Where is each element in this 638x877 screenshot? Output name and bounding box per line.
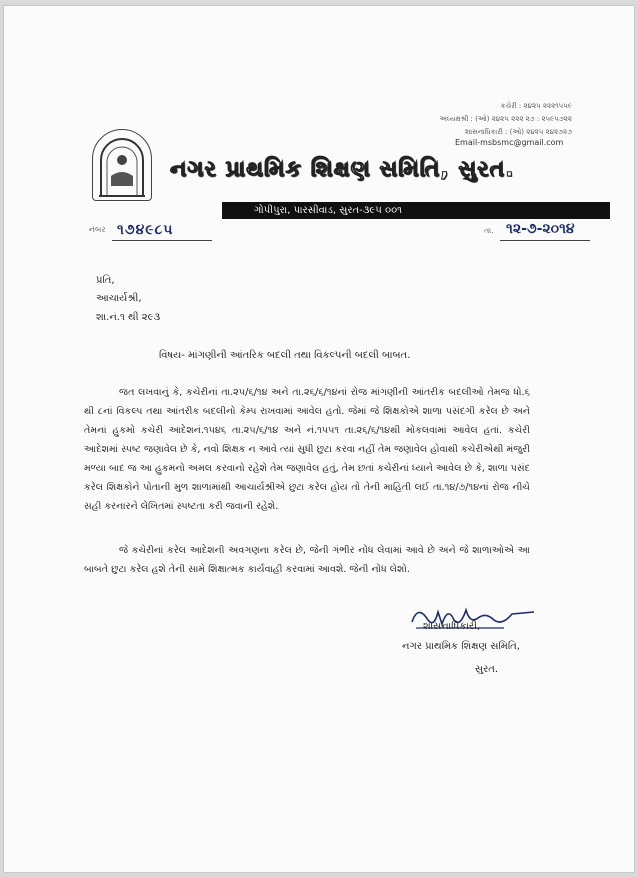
committee-logo bbox=[92, 129, 152, 201]
contact-line: શાસનાધિકારી : (ઓ) ૨૪૨૫ ૨૪૨૭૨૭ bbox=[465, 128, 572, 136]
letterhead-email: Email-msbsmc@gmail.com bbox=[455, 138, 564, 147]
date-label: તા. bbox=[484, 226, 494, 235]
letter-date: ૧૨-૭-૨૦૧૪ bbox=[506, 221, 575, 237]
body-paragraph: જત લખવાનું કે, કચેરીનાં તા.૨૫/૬/૧૪ અને તા.૨૬/૬/૧૪નાં રોજ માંગણીની આંતરીક બદલીઓ તેમજ ધો.૬ થી ૮નાં વિકલ્પ તથા આંતરીક બદલીનો કેમ્પ રાખવામાં આવેલ હતો. જેમાં જે શિક્ષકોએ શાળા પસંદગી કરેલ છે અને તેમનાં હુકમો કચેરી આદેશનં.૧૫૪૬ તા.૨૫/૬/૧૪ અને નં.૧૫૫૧ તા.૨૬/૬/૧૪થી મોકલવામાં આવેલ હતાં. કચેરી આદેશમાં સ્પષ્ટ જણાવેલ છે કે, નવો શિક્ષક ન આવે ત્યાં સુધી છુટા કરવા નહીં તેમ જણાવેલ હોવાથી કચેરીએથી મંજુરી મળ્યા બાદ જ આ હુકમનો અમલ કરવાનો રહેશે તેમ જણાવેલ હતું, તેમ છતાં કચેરીનાં ધ્યાને આવેલ છે કે, શાળા પસંદ કરેલ શિક્ષકોને પોતાની મુળ શાળામાંથી આચાર્યશ્રીએ છુટા કરેલ હોય તો તેની માહિતી લઈ તા.૧૪/૭/૧૪નાં રોજ નીચે સહી કરનારને લેખિતમાં સ્પષ્ટતા કરી જવાની રહેશે. bbox=[84, 387, 530, 512]
letterhead-title: નગર પ્રાથમિક શિક્ષણ સમિતિ, સુરત. bbox=[170, 157, 515, 182]
emblem-icon bbox=[93, 130, 151, 200]
reference-number: ૧૭૪૯૮૫ bbox=[117, 222, 174, 238]
signatory-title: શાસનાધિકારી, bbox=[423, 621, 481, 632]
signatory-city: સુરત. bbox=[475, 664, 499, 675]
reference-underline bbox=[112, 240, 212, 241]
date-underline bbox=[500, 240, 590, 241]
contact-line: અધ્યક્ષશ્રી : (ઓ) ૨૪૨૫ ૨૨૨ ૨૭ : ૨૫૯૫૭૨૨ bbox=[439, 115, 572, 123]
addressee-title: આચાર્યશ્રી, bbox=[96, 293, 142, 304]
letterhead-address: ગોપીપુરા, પારસીવાડ, સુરત-૩૯૫ ૦૦૧ bbox=[254, 205, 402, 216]
reference-number-label: નંબર bbox=[89, 225, 106, 234]
contact-line: કચેરી : ૨૪૨૫ ૨૨૨૧૫૫૯ bbox=[500, 102, 572, 110]
letterhead-contact bbox=[440, 100, 572, 139]
addressee-schools: શા.નં.૧ થી ૨૯૩ bbox=[96, 312, 161, 323]
subject-line: વિષય- માંગણીની આંતરિક બદલી તથા વિકલ્પની બદલી બાબત. bbox=[159, 350, 411, 361]
body-paragraph: જે કચેરીનાં કરેલ આદેશની અવગણના કરેલ છે, જેની ગંભીર નોંધ લેવામાં આવે છે અને જે શાળાઓએ આ બાબતે છુટા કરેલ હશે તેની સામે શિક્ષાત્મક કાર્યવાહી કરવામાં આવશે. જેની નોંધ લેશો. bbox=[84, 545, 530, 575]
signatory-organization: નગર પ્રાથમિક શિક્ષણ સમિતિ, bbox=[402, 641, 520, 652]
salutation: પ્રતિ, bbox=[96, 275, 115, 286]
